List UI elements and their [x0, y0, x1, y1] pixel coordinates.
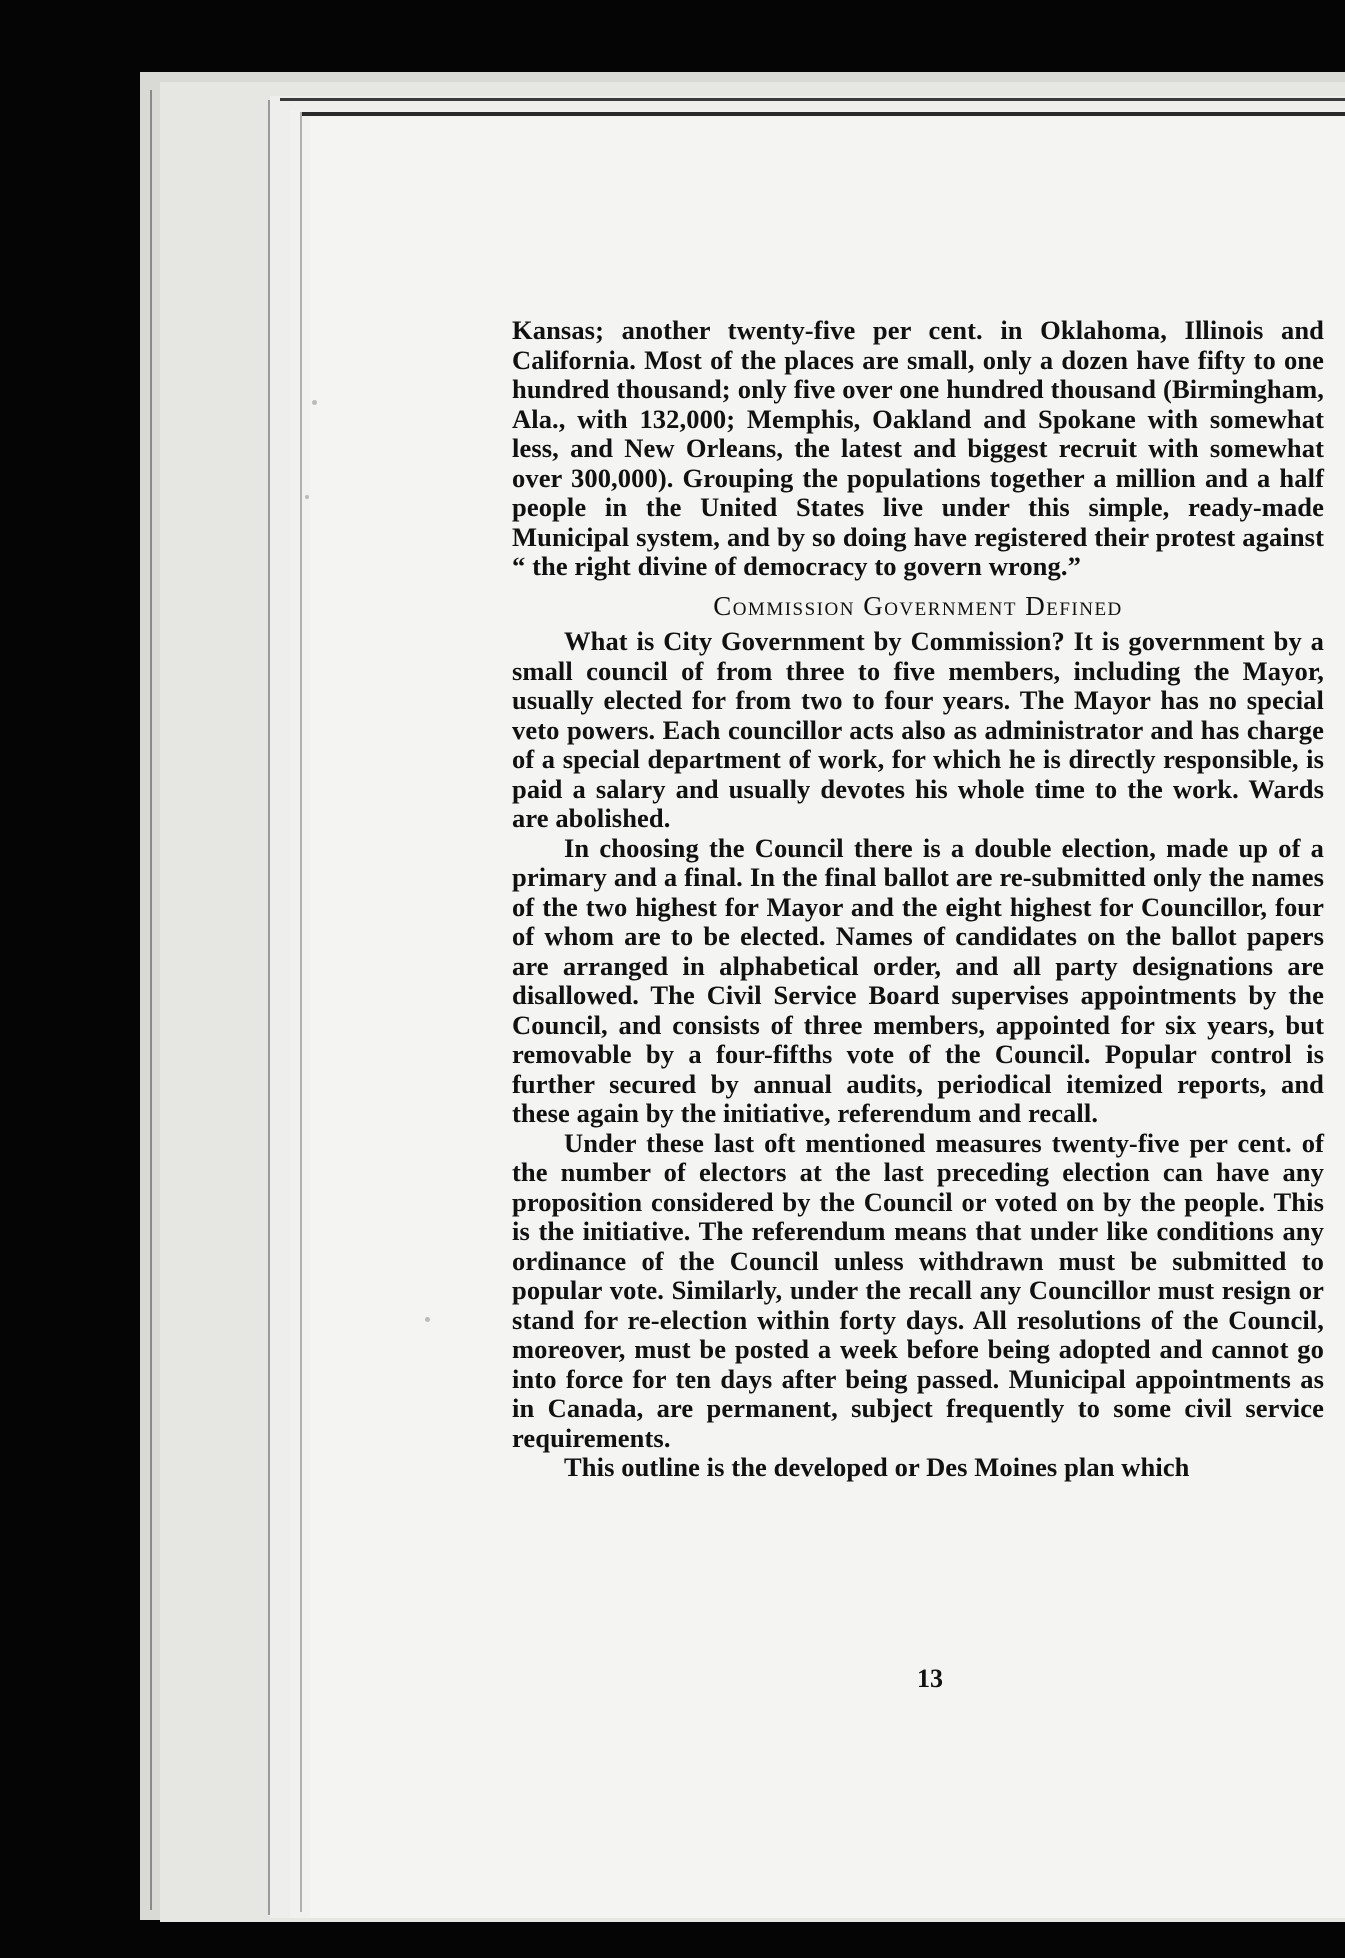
scan-speck: [312, 400, 317, 405]
scan-speck: [305, 495, 309, 499]
paragraph: Under these last oft mentioned measures twenty-five per cent. of the number of electors at the last preceding election can have any proposition considered by the Council or voted on by the people. This is the initiative. The referendum means that under like conditions any ordinance of the Council unless withdrawn must be submitted to popular vote. Similarly, under the recall any Councillor must resign or stand for re-election within forty days. All resolutions of the Council, moreover, must be posted a week before being adopted and cannot go into force for ten days after being passed. Municipal appointments as in Canada, are permanent, subject frequently to some civil service requirements.: [512, 1127, 1324, 1453]
gutter-line: [300, 112, 302, 1912]
gutter-line: [268, 100, 270, 1915]
paragraph: Kansas; another twenty-five per cent. in Oklahoma, Illinois and California. Most of the places are small, only a dozen have fifty to one hundred thousand; only five over one hundred thousand (Birmingham, Ala., with 132,000; Memphis, Oakland and Spokane with somewhat less, and New Orleans, the latest and biggest recruit with somewhat over 300,000). Grouping the populations together a million and a half people in the United States live under this simple, ready-made Municipal system, and by so doing have registered their protest against “ the right divine of democracy to govern wrong.”: [512, 315, 1324, 581]
section-heading: Commission Government Defined: [713, 590, 1123, 621]
gutter-line: [150, 90, 152, 1910]
scan-speck: [425, 1317, 430, 1322]
paragraph: In choosing the Council there is a double election, made up of a primary and a final. In the final ballot are re-submitted only the names of the two highest for Mayor and the eight highest for Councillor, four of whom are to be elected. Names of candidates on the ballot papers are arranged in alphabetical order, and all party designations are disallowed. The Civil Service Board supervises appointments by the Council, and consists of three members, appointed for six years, but removable by a four-fifths vote of the Council. Popular control is further secured by annual audits, periodical itemized reports, and these again by the initiative, referendum and recall.: [512, 832, 1324, 1128]
paragraph: What is City Government by Commission? It is government by a small council of from three to five members, including the Mayor, usually elected for from two to four years. The Mayor has no special veto powers. Each councillor acts also as administrator and has charge of a special department of work, for which he is directly responsible, is paid a salary and usually devotes his whole time to the work. Wards are abolished.: [512, 626, 1324, 833]
page-number: 13: [917, 1664, 943, 1693]
body-text: [512, 316, 1324, 1483]
paragraph: This outline is the developed or Des Moines plan which: [564, 1452, 1190, 1482]
page-top-rule-inner: [300, 112, 1345, 116]
page-top-rule: [280, 98, 1345, 101]
